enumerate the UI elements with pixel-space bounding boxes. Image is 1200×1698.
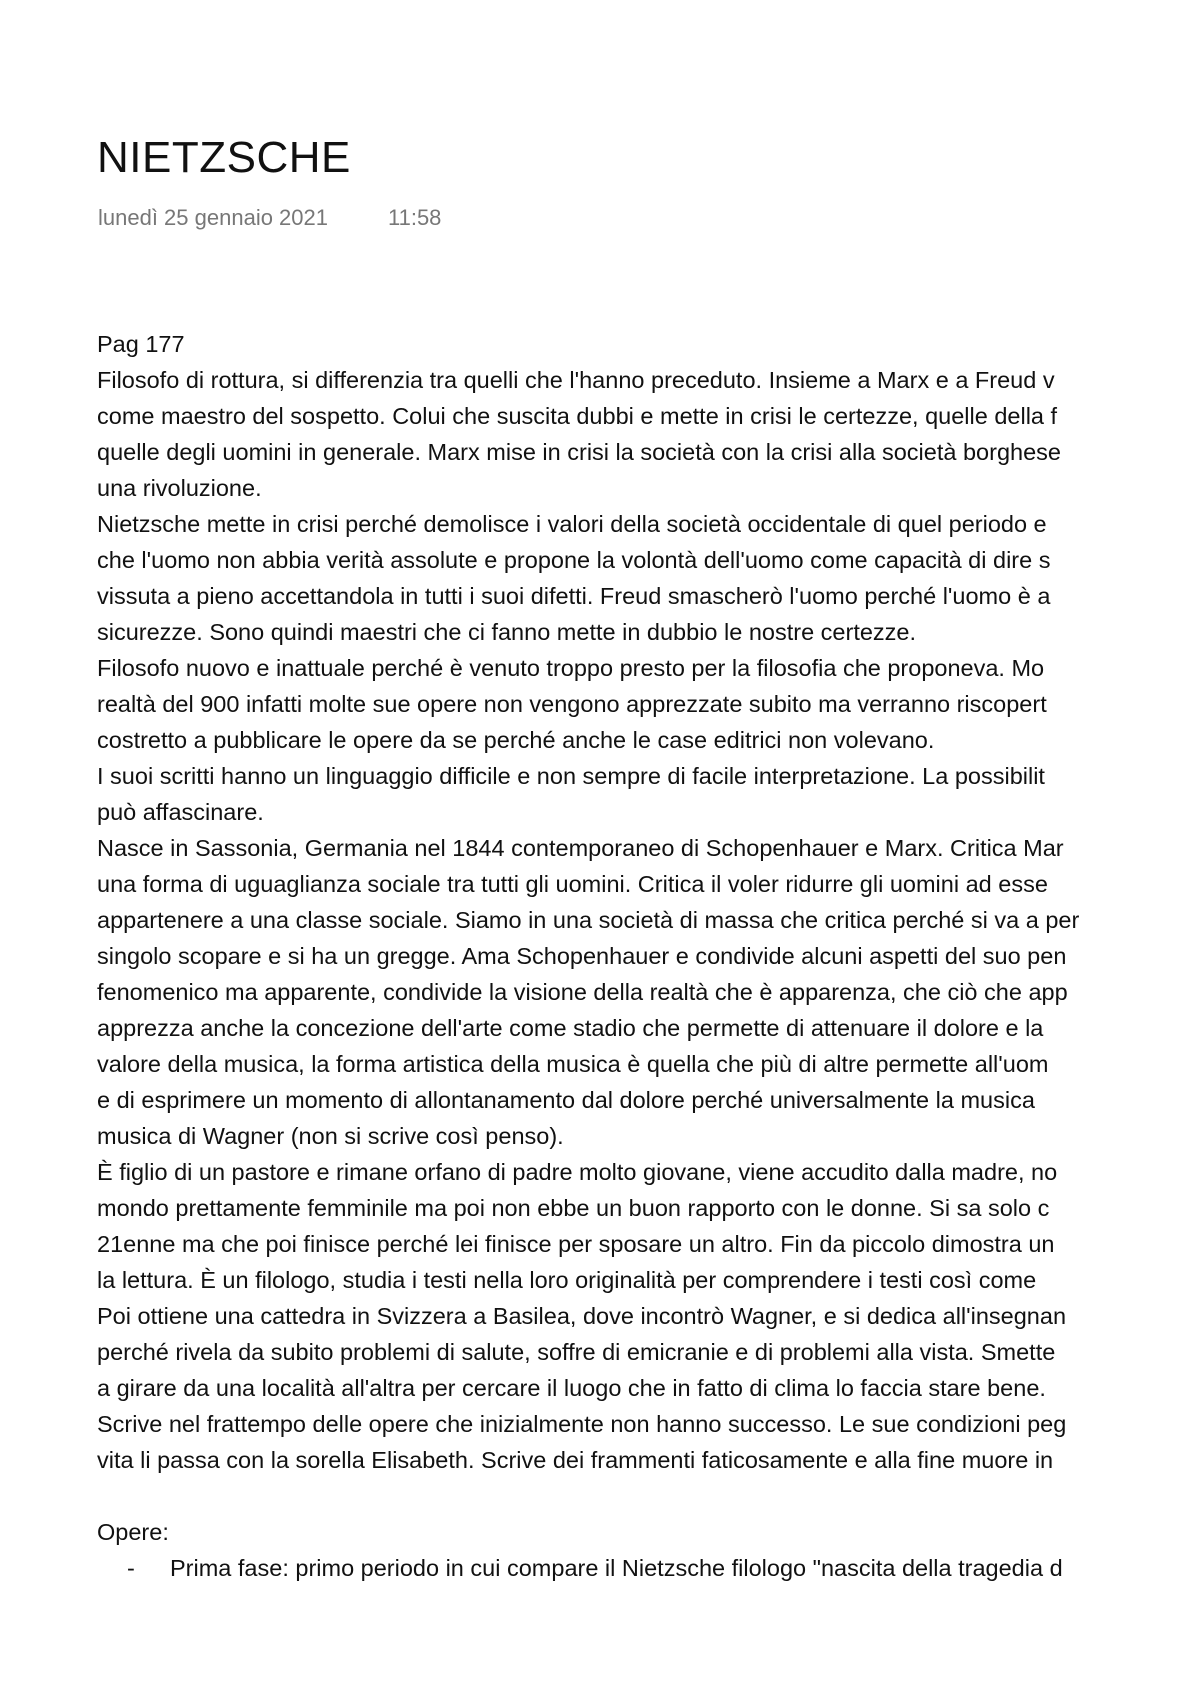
text-line: come maestro del sospetto. Colui che suscita dubbi e mette in crisi le certezze, quelle della f xyxy=(97,403,1058,429)
text-line: valore della musica, la forma artistica della musica è quella che più di altre permette all'uom xyxy=(97,1051,1049,1077)
text-line: È figlio di un pastore e rimane orfano di padre molto giovane, viene accudito dalla madre, no xyxy=(97,1159,1058,1185)
text-line: Nasce in Sassonia, Germania nel 1844 contemporaneo di Schopenhauer e Marx. Critica Mar xyxy=(97,835,1064,861)
text-line: singolo scopare e si ha un gregge. Ama Schopenhauer e condivide alcuni aspetti del suo pen xyxy=(97,943,1067,969)
note-body xyxy=(97,326,1200,1586)
list-item xyxy=(97,1550,1200,1586)
text-line: vissuta a pieno accettandola in tutti i suoi difetti. Freud smascherò l'uomo perché l'uomo è a xyxy=(97,583,1051,609)
text-line: apprezza anche la concezione dell'arte come stadio che permette di attenuare il dolore e la xyxy=(97,1015,1044,1041)
text-line: appartenere a una classe sociale. Siamo in una società di massa che critica perché si va a per xyxy=(97,907,1080,933)
text-line: mondo prettamente femminile ma poi non ebbe un buon rapporto con le donne. Si sa solo c xyxy=(97,1195,1050,1221)
blank-line xyxy=(97,1478,1200,1514)
page-reference: Pag 177 xyxy=(97,331,185,357)
text-line: perché rivela da subito problemi di salute, soffre di emicranie e di problemi alla vista. Smette xyxy=(97,1339,1056,1365)
text-line: 21enne ma che poi finisce perché lei finisce per sposare un altro. Fin da piccolo dimostra un xyxy=(97,1231,1055,1257)
text-line: realtà del 900 infatti molte sue opere non vengono apprezzate subito ma verranno riscopert xyxy=(97,691,1047,717)
text-line: I suoi scritti hanno un linguaggio difficile e non sempre di facile interpretazione. La possibilit xyxy=(97,763,1045,789)
text-line: e di esprimere un momento di allontanamento dal dolore perché universalmente la musica xyxy=(97,1087,1035,1113)
bullet-marker: - xyxy=(127,1555,135,1581)
list-item-text: Prima fase: primo periodo in cui compare il Nietzsche filologo "nascita della tragedia d xyxy=(170,1555,1063,1581)
text-line: Scrive nel frattempo delle opere che inizialmente non hanno successo. Le sue condizioni peg xyxy=(97,1411,1067,1437)
text-line: Poi ottiene una cattedra in Svizzera a Basilea, dove incontrò Wagner, e si dedica all'insegnan xyxy=(97,1303,1067,1329)
paragraph-lines xyxy=(97,362,1200,1478)
text-line: può affascinare. xyxy=(97,799,264,825)
text-line: costretto a pubblicare le opere da se perché anche le case editrici non volevano. xyxy=(97,727,935,753)
text-line: Nietzsche mette in crisi perché demolisce i valori della società occidentale di quel periodo e xyxy=(97,511,1047,537)
text-line: musica di Wagner (non si scrive così penso). xyxy=(97,1123,564,1149)
text-line: Filosofo nuovo e inattuale perché è venuto troppo presto per la filosofia che proponeva. Mo xyxy=(97,655,1045,681)
works-list xyxy=(97,1550,1200,1586)
note-timestamp xyxy=(98,205,441,231)
text-line: una forma di uguaglianza sociale tra tutti gli uomini. Critica il voler ridurre gli uomini ad esse xyxy=(97,871,1048,897)
text-line: sicurezze. Sono quindi maestri che ci fanno mette in dubbio le nostre certezze. xyxy=(97,619,917,645)
text-line: la lettura. È un filologo, studia i testi nella loro originalità per comprendere i testi così come xyxy=(97,1267,1037,1293)
note-date: lunedì 25 gennaio 2021 xyxy=(98,205,328,230)
text-line: quelle degli uomini in generale. Marx mise in crisi la società con la crisi alla società borghese xyxy=(97,439,1061,465)
page-title: NIETZSCHE xyxy=(97,133,351,182)
text-line: una rivoluzione. xyxy=(97,475,262,501)
text-line: vita li passa con la sorella Elisabeth. Scrive dei frammenti faticosamente e alla fine muore in xyxy=(97,1447,1054,1473)
text-line: a girare da una località all'altra per cercare il luogo che in fatto di clima lo faccia stare bene. xyxy=(97,1375,1046,1401)
text-line: Filosofo di rottura, si differenzia tra quelli che l'hanno preceduto. Insieme a Marx e a Freud v xyxy=(97,367,1055,393)
works-heading: Opere: xyxy=(97,1519,169,1545)
note-time: 11:58 xyxy=(388,205,442,230)
text-line: che l'uomo non abbia verità assolute e propone la volontà dell'uomo come capacità di dire s xyxy=(97,547,1051,573)
text-line: fenomenico ma apparente, condivide la visione della realtà che è apparenza, che ciò che app xyxy=(97,979,1068,1005)
